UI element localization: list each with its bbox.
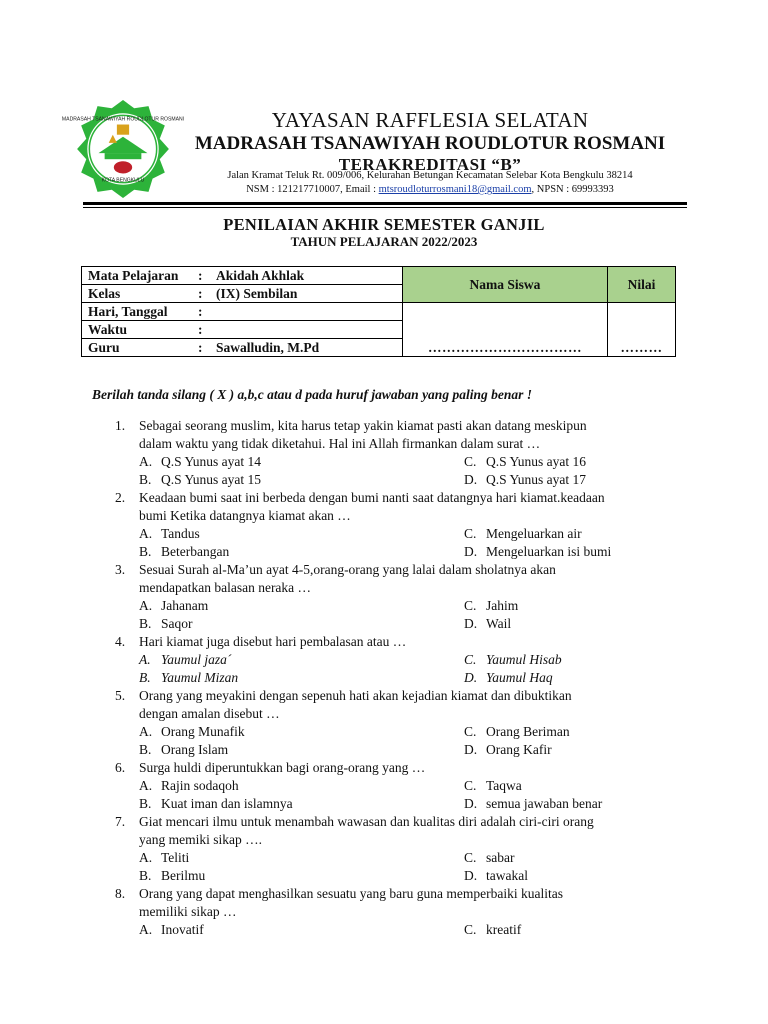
foundation-name: YAYASAN RAFFLESIA SELATAN <box>271 108 589 132</box>
info-label: Hari, Tanggal <box>82 303 197 321</box>
question-text: dalam waktu yang tidak diketahui. Hal ini Allah firmankan dalam surat … <box>139 436 541 451</box>
nilai-field[interactable]: ……… <box>608 303 676 357</box>
question-number: 2. <box>115 490 126 505</box>
option-letter: D. <box>464 742 478 757</box>
option-text: Orang Islam <box>161 742 229 757</box>
option-letter: C. <box>464 778 477 793</box>
option-text: Teliti <box>161 850 190 865</box>
answer-option[interactable] <box>464 741 552 759</box>
nilai-header: Nilai <box>608 267 676 303</box>
answer-option[interactable] <box>464 453 586 471</box>
question-text: Keadaan bumi saat ini berbeda dengan bumi nanti saat datangnya hari kiamat.keadaan <box>139 490 605 505</box>
option-letter: B. <box>139 544 152 559</box>
answer-option[interactable] <box>139 921 204 939</box>
nama-siswa-field[interactable]: …………………………… <box>403 303 608 357</box>
info-sep: : <box>196 303 210 321</box>
answer-option[interactable] <box>139 453 261 471</box>
exam-title: PENILAIAN AKHIR SEMESTER GANJIL <box>223 215 545 234</box>
option-text: Saqor <box>161 616 193 631</box>
question-text: mendapatkan balasan neraka … <box>139 580 312 595</box>
option-text: Yaumul jaza´ <box>161 652 232 667</box>
option-letter: B. <box>139 742 152 757</box>
option-letter: B. <box>139 472 152 487</box>
answer-option[interactable] <box>464 615 511 633</box>
question-text: dengan amalan disebut … <box>139 706 280 721</box>
answer-option[interactable] <box>139 741 228 759</box>
option-letter: D. <box>464 544 478 559</box>
option-text: kreatif <box>486 922 522 937</box>
option-letter: B. <box>139 796 152 811</box>
answer-option[interactable] <box>464 597 518 615</box>
question-number: 3. <box>115 562 126 577</box>
question-text: bumi Ketika datangnya kiamat akan … <box>139 508 351 523</box>
logo-text-top: MADRASAH TSANAWIYAH ROUDLOTUR ROSMANI <box>61 116 185 123</box>
answer-option[interactable] <box>139 543 229 561</box>
option-letter: A. <box>139 778 153 793</box>
option-letter: A. <box>139 724 153 739</box>
option-text: semua jawaban benar <box>486 796 603 811</box>
school-name: MADRASAH TSANAWIYAH ROUDLOTUR ROSMANI <box>194 133 666 154</box>
answer-option[interactable] <box>139 615 193 633</box>
option-text: Orang Kafir <box>486 742 552 757</box>
option-text: Kuat iman dan islamnya <box>161 796 293 811</box>
answer-option[interactable] <box>139 471 261 489</box>
option-text: Orang Munafik <box>161 724 245 739</box>
info-row <box>82 303 676 321</box>
answer-option[interactable] <box>464 867 528 885</box>
option-text: Taqwa <box>486 778 522 793</box>
exam-info-table <box>81 266 676 357</box>
question-text: Sebagai seorang muslim, kita harus tetap yakin kiamat pasti akan datang meskipun <box>139 418 587 433</box>
option-letter: D. <box>464 868 478 883</box>
academic-year: TAHUN PELAJARAN 2022/2023 <box>290 234 478 249</box>
question-text: Sesuai Surah al-Ma’un ayat 4-5,orang-orang yang lalai dalam sholatnya akan <box>139 562 556 577</box>
option-letter: A. <box>139 850 153 865</box>
question-text: Hari kiamat juga disebut hari pembalasan atau … <box>139 634 407 649</box>
option-letter: D. <box>464 616 478 631</box>
question-number: 6. <box>115 760 126 775</box>
answer-option[interactable] <box>464 921 521 939</box>
accreditation: TERAKREDITASI “B” <box>338 155 522 174</box>
option-text: Jahim <box>486 598 519 613</box>
answer-option[interactable] <box>464 723 570 741</box>
nsm-text: NSM : 121217710007, Email : <box>246 184 379 195</box>
option-letter: C. <box>464 652 477 667</box>
option-text: Beterbangan <box>161 544 230 559</box>
info-sep: : <box>196 267 210 285</box>
info-label: Waktu <box>82 321 197 339</box>
email-link[interactable]: mtsroudloturrosmani18@gmail.com <box>378 184 532 195</box>
option-text: Yaumul Mizan <box>161 670 239 685</box>
question-text: Orang yang dapat menghasilkan sesuatu yang baru guna memperbaiki kualitas <box>139 886 563 901</box>
answer-option[interactable] <box>464 525 582 543</box>
answer-option[interactable] <box>139 525 200 543</box>
option-letter: D. <box>464 796 478 811</box>
option-letter: A. <box>139 652 151 667</box>
answer-option[interactable] <box>139 597 208 615</box>
option-letter: B. <box>139 670 151 685</box>
info-sep: : <box>196 321 210 339</box>
option-text: sabar <box>486 850 515 865</box>
logo-text-bottom: KOTA BENGKULU <box>101 177 145 184</box>
option-letter: C. <box>464 598 477 613</box>
question-number: 4. <box>115 634 126 649</box>
answer-option[interactable] <box>464 795 602 813</box>
header-rule-thick <box>83 202 687 205</box>
option-letter: C. <box>464 454 477 469</box>
option-letter: A. <box>139 454 153 469</box>
info-value[interactable] <box>210 303 403 321</box>
info-value: Sawalludin, M.Pd <box>210 339 403 357</box>
answer-option[interactable] <box>139 651 231 669</box>
option-text: Mengeluarkan isi bumi <box>486 544 612 559</box>
school-contact <box>150 184 710 195</box>
info-label: Guru <box>82 339 197 357</box>
info-row <box>82 267 676 285</box>
option-letter: A. <box>139 598 153 613</box>
option-text: tawakal <box>486 868 528 883</box>
option-letter: D. <box>464 670 478 685</box>
info-value[interactable] <box>210 321 403 339</box>
option-letter: B. <box>139 616 152 631</box>
question-text: Giat mencari ilmu untuk menambah wawasan dan kualitas diri adalah ciri-ciri orang <box>139 814 594 829</box>
option-text: Q.S Yunus ayat 16 <box>486 454 586 469</box>
question-text: yang memiki sikap …. <box>139 832 262 847</box>
npsn-text: , NPSN : 69993393 <box>531 184 614 195</box>
option-letter: B. <box>139 868 152 883</box>
option-text: Berilmu <box>161 868 206 883</box>
answer-option[interactable] <box>464 777 522 795</box>
answer-option[interactable] <box>464 849 514 867</box>
option-text: Wail <box>486 616 512 631</box>
option-text: Q.S Yunus ayat 15 <box>161 472 261 487</box>
question-number: 1. <box>115 418 126 433</box>
option-letter: A. <box>139 922 153 937</box>
answer-option[interactable] <box>464 471 586 489</box>
info-sep: : <box>196 339 210 357</box>
answer-option[interactable] <box>139 777 239 795</box>
answer-option[interactable] <box>139 867 205 885</box>
question-number: 8. <box>115 886 126 901</box>
option-letter: A. <box>139 526 153 541</box>
answer-option[interactable] <box>464 669 553 687</box>
answer-option[interactable] <box>139 795 293 813</box>
option-letter: C. <box>464 724 477 739</box>
option-text: Mengeluarkan air <box>486 526 582 541</box>
option-letter: C. <box>464 922 477 937</box>
option-text: Q.S Yunus ayat 14 <box>161 454 261 469</box>
option-text: Tandus <box>161 526 200 541</box>
info-label: Mata Pelajaran <box>82 267 197 285</box>
info-value: (IX) Sembilan <box>210 285 403 303</box>
answer-option[interactable] <box>464 543 611 561</box>
answer-option[interactable] <box>139 669 238 687</box>
question-text: memiliki sikap … <box>139 904 237 919</box>
question-number: 5. <box>115 688 126 703</box>
answer-option[interactable] <box>139 849 189 867</box>
answer-option[interactable] <box>139 723 245 741</box>
info-value: Akidah Akhlak <box>210 267 403 285</box>
option-text: Rajin sodaqoh <box>161 778 239 793</box>
option-letter: C. <box>464 850 477 865</box>
option-text: Inovatif <box>161 922 204 937</box>
option-text: Yaumul Haq <box>486 670 553 685</box>
option-text: Yaumul Hisab <box>486 652 562 667</box>
option-text: Q.S Yunus ayat 17 <box>486 472 586 487</box>
instruction: Berilah tanda silang ( X ) a,b,c atau d pada huruf jawaban yang paling benar ! <box>92 387 532 402</box>
option-text: Orang Beriman <box>486 724 570 739</box>
option-letter: C. <box>464 526 477 541</box>
question-number: 7. <box>115 814 126 829</box>
option-text: Jahanam <box>161 598 209 613</box>
option-letter: D. <box>464 472 478 487</box>
question-text: Surga huldi diperuntukkan bagi orang-orang yang … <box>139 760 426 775</box>
info-label: Kelas <box>82 285 197 303</box>
header-rule-thin <box>83 207 687 208</box>
info-sep: : <box>196 285 210 303</box>
school-address: Jalan Kramat Teluk Rt. 009/006, Kelurahan Betungan Kecamatan Selebar Kota Bengkulu 38214 <box>227 170 633 181</box>
question-text: Orang yang meyakini dengan sepenuh hati akan kejadian kiamat dan dibuktikan <box>139 688 572 703</box>
answer-option[interactable] <box>464 651 562 669</box>
nama-siswa-header: Nama Siswa <box>403 267 608 303</box>
